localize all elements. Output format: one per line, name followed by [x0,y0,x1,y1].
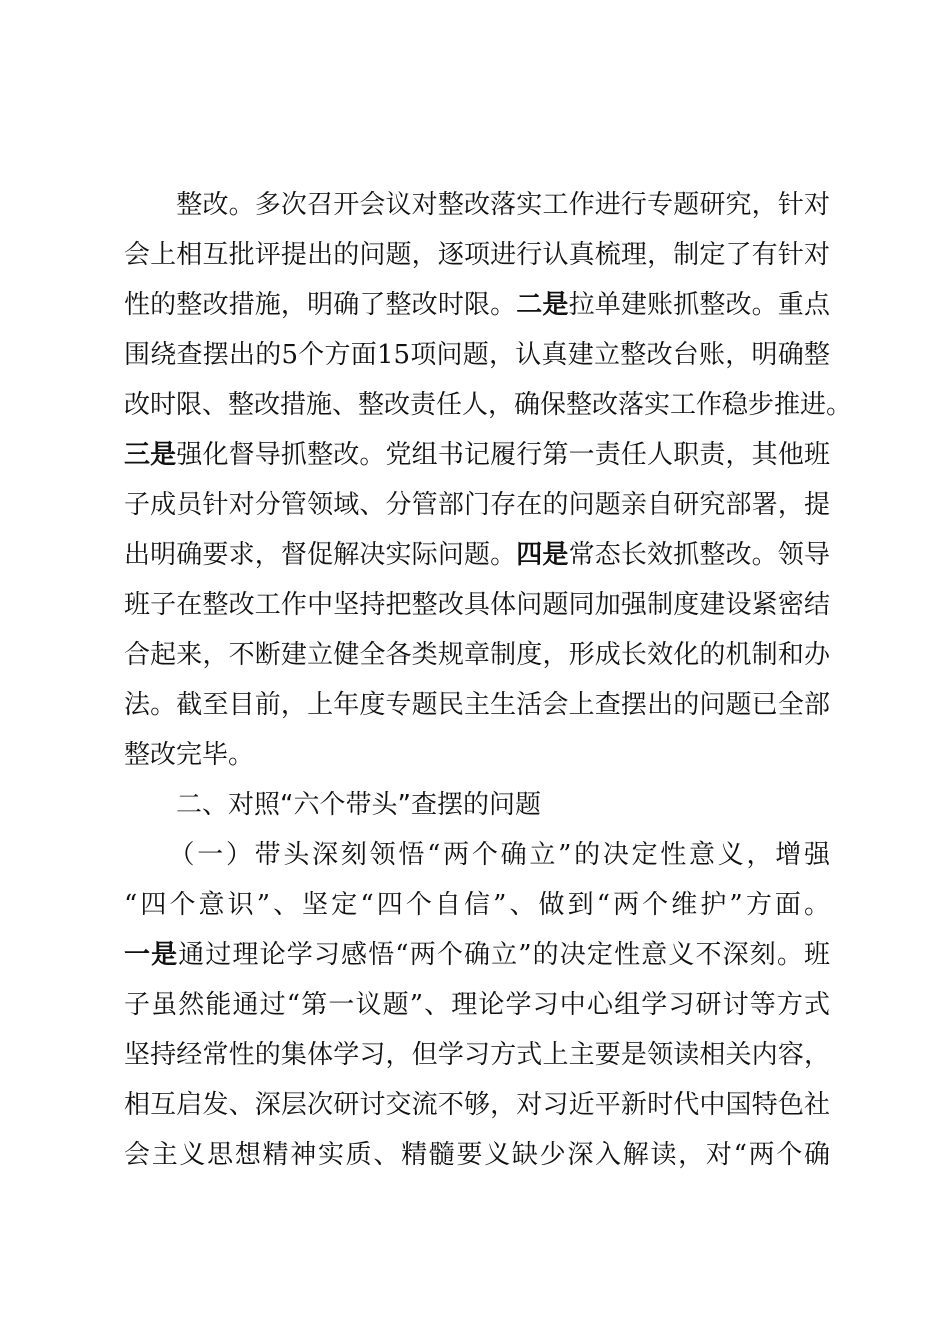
line-text: 整改。多次召开会议对整改落实工作进行专题研究，针对 [124,190,830,220]
subsection-heading [124,888,830,922]
line-text: “四个意识”、坚定“四个自信”、做到“两个维护”方面。 [124,890,830,920]
paragraph-line [124,388,853,422]
bold-marker: 三是 [124,440,177,470]
paragraph-line [124,238,830,272]
paragraph-line [124,1138,830,1172]
paragraph-line [124,988,830,1022]
paragraph-line [124,738,830,772]
line-text: 二、对照“六个带头”查摆的问题 [124,790,541,820]
line-text: 合起来，不断建立健全各类规章制度，形成长效化的机制和办 [124,640,830,670]
paragraph-line [124,588,830,622]
line-text: 通过理论学习感悟“两个确立”的决定性意义不深刻。班 [178,940,830,970]
paragraph-line [124,338,830,372]
paragraph-line [124,638,830,672]
section-heading [124,788,830,822]
line-text: 相互启发、深层次研讨交流不够，对习近平新时代中国特色社 [124,1090,830,1120]
line-text: 围绕查摆出的5个方面15项问题，认真建立整改台账，明确整 [124,340,830,370]
line-text: 法。截至目前，上年度专题民主生活会上查摆出的问题已全部 [124,690,830,720]
line-text: （一）带头深刻领悟“两个确立”的决定性意义，增强 [124,840,830,870]
bold-marker: 四是 [516,540,569,570]
line-text: 性的整改措施，明确了整改时限。 [124,290,517,320]
paragraph-line [124,938,830,972]
paragraph-line [124,188,830,222]
line-text: 拉单建账抓整改。重点 [568,290,830,320]
bold-marker: 一是 [124,940,179,970]
line-text: 改时限、整改措施、整改责任人，确保整改落实工作稳步推进。 [124,390,853,420]
line-text: 会上相互批评提出的问题，逐项进行认真梳理，制定了有针对 [124,240,830,270]
line-text: 子成员针对分管领域、分管部门存在的问题亲自研究部署，提 [124,490,830,520]
line-text: 常态长效抓整改。领导 [568,540,830,570]
paragraph-line [124,288,830,322]
line-text: 子虽然能通过“第一议题”、理论学习中心组学习研讨等方式 [124,990,830,1020]
paragraph-line [124,438,830,472]
line-text: 坚持经常性的集体学习，但学习方式上主要是领读相关内容， [124,1040,830,1070]
paragraph-line [124,1038,830,1072]
line-text: 出明确要求，督促解决实际问题。 [124,540,517,570]
paragraph-line [124,688,830,722]
subsection-heading [124,838,830,872]
line-text: 会主义思想精神实质、精髓要义缺少深入解读，对“两个确 [124,1140,830,1170]
line-text: 班子在整改工作中坚持把整改具体问题同加强制度建设紧密结 [124,590,830,620]
paragraph-line [124,488,830,522]
line-text: 整改完毕。 [124,740,255,770]
paragraph-line [124,1088,830,1122]
paragraph-line [124,538,830,572]
bold-marker: 二是 [516,290,569,320]
line-text: 强化督导抓整改。党组书记履行第一责任人职责，其他班 [176,440,830,470]
